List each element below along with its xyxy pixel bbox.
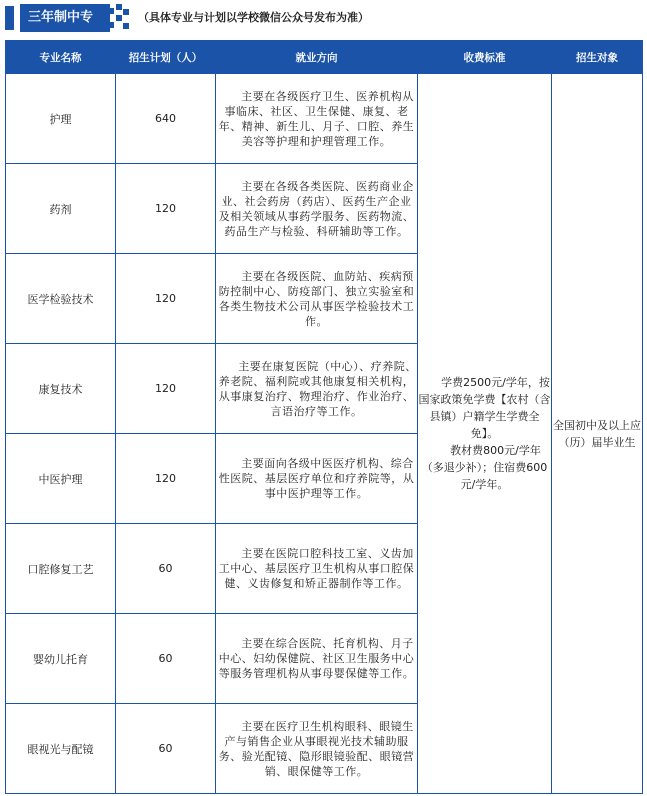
employment-direction: 主要在综合医院、托育机构、月子中心、妇幼保健院、社区卫生服务中心等服务管理机构从事母婴保健等工作。 <box>216 614 418 704</box>
enrollment-plan: 120 <box>116 434 216 524</box>
section-header <box>0 0 647 34</box>
table-row <box>6 74 643 164</box>
employment-direction: 主要在各级医疗卫生、医养机构从事临床、社区、卫生保健、康复、老年、精神、新生儿、月子、口腔、养生美容等护理和护理管理工作。 <box>216 74 418 164</box>
major-name: 中医护理 <box>6 434 116 524</box>
major-name: 药剂 <box>6 164 116 254</box>
major-name: 护理 <box>6 74 116 164</box>
header-accent-bar <box>5 6 14 30</box>
enrollment-target: 全国初中及以上应（历）届毕业生 <box>552 74 643 794</box>
section-title: 三年制中专 <box>20 4 110 32</box>
col-header-plan: 招生计划（人） <box>116 41 216 74</box>
employment-direction: 主要在医院口腔科技工室、义齿加工中心、基层医疗卫生机构从事口腔保健、义齿修复和矫正器制作等工作。 <box>216 524 418 614</box>
enrollment-plan: 120 <box>116 164 216 254</box>
col-header-fee: 收费标准 <box>418 41 552 74</box>
major-name: 康复技术 <box>6 344 116 434</box>
employment-direction: 主要在医疗卫生机构眼科、眼镜生产与销售企业从事眼视光技术辅助服务、验光配镜、隐形眼镜验配、眼镜营销、眼保健等工作。 <box>216 704 418 794</box>
enrollment-plan: 60 <box>116 524 216 614</box>
decorative-squares-icon <box>108 4 130 32</box>
major-name: 口腔修复工艺 <box>6 524 116 614</box>
enrollment-plan: 60 <box>116 704 216 794</box>
enrollment-plan: 60 <box>116 614 216 704</box>
enrollment-plan: 640 <box>116 74 216 164</box>
col-header-employment: 就业方向 <box>216 41 418 74</box>
employment-direction: 主要面向各级中医医疗机构、综合性医院、基层医疗单位和疗养院等，从事中医护理等工作。 <box>216 434 418 524</box>
enrollment-plan: 120 <box>116 254 216 344</box>
fee-standard <box>418 74 552 794</box>
employment-direction: 主要在各级各类医院、医药商业企业、社会药房（药店）、医药生产企业及相关领域从事药学服务、医药物流、药品生产与检验、科研辅助等工作。 <box>216 164 418 254</box>
fee-tuition: 学费2500元/学年，按国家政策免学费【农村（含县镇）户籍学生学费全免】。 <box>418 376 551 440</box>
fee-other: 教材费800元/学年（多退少补）；住宿费600元/学年。 <box>421 444 548 491</box>
major-name: 医学检验技术 <box>6 254 116 344</box>
header-note: （具体专业与计划以学校微信公众号发布为准） <box>138 11 369 24</box>
employment-direction: 主要在各级医院、血防站、疾病预防控制中心、防疫部门、独立实验室和各类生物技术公司从事医学检验技术工作。 <box>216 254 418 344</box>
col-header-major: 专业名称 <box>6 41 116 74</box>
enrollment-plan: 120 <box>116 344 216 434</box>
major-name: 婴幼儿托育 <box>6 614 116 704</box>
col-header-target: 招生对象 <box>552 41 643 74</box>
employment-direction: 主要在康复医院（中心）、疗养院、养老院、福利院或其他康复相关机构，从事康复治疗、物理治疗、作业治疗、言语治疗等工作。 <box>216 344 418 434</box>
major-name: 眼视光与配镜 <box>6 704 116 794</box>
enrollment-table <box>5 40 643 794</box>
table-header-row <box>6 41 643 74</box>
